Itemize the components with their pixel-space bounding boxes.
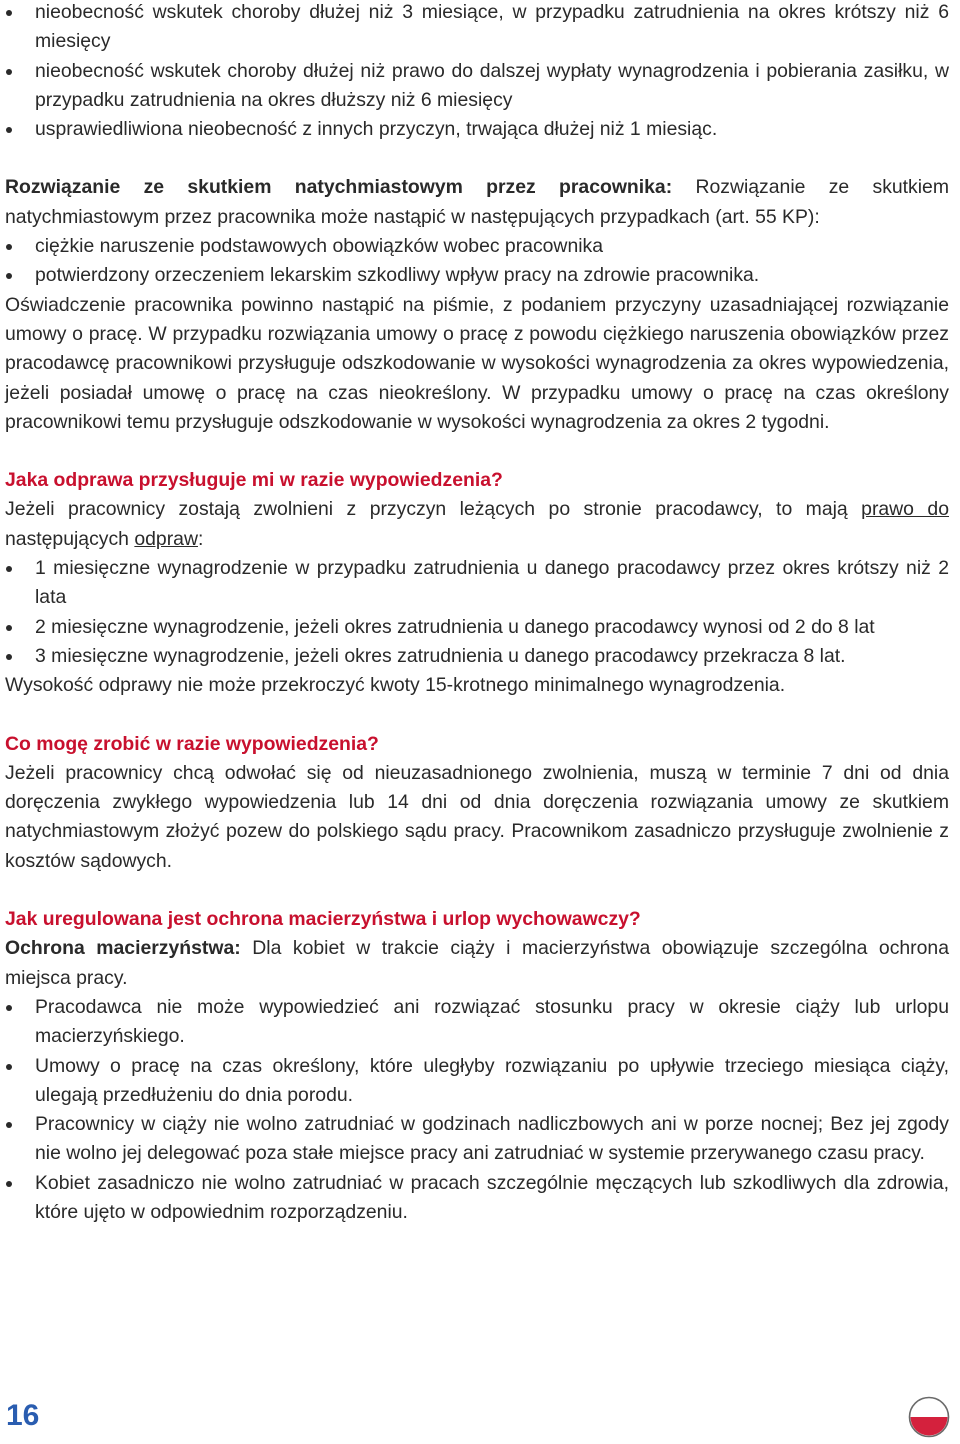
list-item: potwierdzony orzeczeniem lekarskim szkodliwy wpływ pracy na zdrowie pracownika. — [5, 261, 949, 290]
list-item: nieobecność wskutek choroby dłużej niż 3 miesiące, w przypadku zatrudnienia na okres krótszy niż 6 miesięcy — [5, 0, 949, 57]
list-item: 1 miesięczne wynagrodzenie w przypadku zatrudnienia u danego pracodawcy przez okres krótszy niż 2 lata — [5, 554, 949, 613]
list-item: ciężkie naruszenie podstawowych obowiązków wobec pracownika — [5, 232, 949, 261]
poland-flag-icon — [908, 1396, 950, 1438]
immediate-termination-title: Rozwiązanie ze skutkiem natychmiastowym przez pracownika: — [5, 176, 673, 199]
maternity-heading: Jak uregulowana jest ochrona macierzyństwa i urlop wychowawczy? — [5, 908, 641, 931]
document-page — [5, 0, 949, 1227]
list-item: nieobecność wskutek choroby dłużej niż prawo do dalszej wypłaty wynagrodzenia i pobierania zasiłku, w przypadku zatrudnienia na okres dłuższy niż 6 miesięcy — [5, 57, 949, 116]
immediate-termination-list — [5, 232, 949, 291]
maternity-list — [5, 993, 949, 1227]
maternity-intro — [5, 934, 949, 993]
appeal-text: Jeżeli pracownicy chcą odwołać się od nieuzasadnionego zwolnienia, muszą w terminie 7 dni od dnia doręczenia zwykłego wypowiedzenia lub 14 dni od dnia doręczenia rozwiązania umowy ze skutkiem natychmiastowym złożyć pozew do polskiego sądu pracy. Pracownikom zasadniczo przysługuje zwolnienie z kosztów sądowych. — [5, 761, 949, 872]
absence-list — [5, 0, 949, 144]
list-item: Pracownicy w ciąży nie wolno zatrudniać w godzinach nadliczbowych ani w porze nocnej; Bez jej zgody nie wolno jej delegować poza stałe miejsce pracy ani zatrudniać w systemie przerywanego czasu pracy. — [5, 1110, 949, 1169]
list-item: Kobiet zasadniczo nie wolno zatrudniać w pracach szczególnie męczących lub szkodliwych dla zdrowia, które ujęto w odpowiednim rozporządzeniu. — [5, 1169, 949, 1228]
list-item: Pracodawca nie może wypowiedzieć ani rozwiązać stosunku pracy w okresie ciąży lub urlopu macierzyńskiego. — [5, 993, 949, 1052]
maternity-title: Ochrona macierzyństwa: — [5, 937, 241, 960]
link-odpraw[interactable]: odpraw — [134, 527, 198, 550]
list-item: 2 miesięczne wynagrodzenie, jeżeli okres zatrudnienia u danego pracodawcy wynosi od 2 do 8 lat — [5, 613, 949, 642]
severance-intro-text: następujących — [5, 527, 135, 550]
immediate-termination-paragraph: Oświadczenie pracownika powinno nastąpić na piśmie, z podaniem przyczyny uzasadniającej rozwiązanie umowy o pracę. W przypadku rozwiązania umowy o pracę z powodu ciężkiego naruszenia obowiązków przez pracodawcę pracownikowi przysługuje odszkodowanie w wysokości wynagrodzenia za okres wypowiedzenia, jeżeli posiadał umowę o pracę na czas nieokreślony. W przypadku umowy o pracę na czas określony pracownikowi temu przysługuje odszkodowanie w wysokości wynagrodzenia za okres 2 tygodni. — [5, 293, 949, 433]
list-item: 3 miesięczne wynagrodzenie, jeżeli okres zatrudnienia u danego pracodawcy przekracza 8 lat. — [5, 642, 949, 671]
severance-list — [5, 554, 949, 671]
severance-intro-text: : — [197, 527, 204, 550]
severance-heading: Jaka odprawa przysługuje mi w razie wypowiedzenia? — [5, 469, 503, 492]
list-item: usprawiedliwiona nieobecność z innych przyczyn, trwająca dłużej niż 1 miesiąc. — [5, 115, 949, 144]
appeal-heading: Co mogę zrobić w razie wypowiedzenia? — [5, 732, 379, 755]
link-prawo-do[interactable]: prawo do — [861, 498, 949, 521]
severance-intro — [5, 495, 949, 554]
list-item: Umowy o pracę na czas określony, które uległyby rozwiązaniu po upływie trzeciego miesiąca ciąży, ulegają przedłużeniu do dnia porodu. — [5, 1052, 949, 1111]
severance-intro-text: Jeżeli pracownicy zostają zwolnieni z przyczyn leżących po stronie pracodawcy, to mają — [5, 498, 862, 521]
immediate-termination-intro — [5, 173, 949, 232]
page-number: 16 — [6, 1399, 40, 1432]
severance-note: Wysokość odprawy nie może przekroczyć kwoty 15-krotnego minimalnego wynagrodzenia. — [5, 674, 786, 697]
immediate-termination-lead: Rozwiązanie ze skutkiem natychmiastowym przez pracownika może nastąpić w następujących przypadkach (art. 55 KP): — [5, 176, 949, 228]
maternity-lead: Dla kobiet w trakcie ciąży i macierzyństwa obowiązuje szczególna ochrona miejsca pracy. — [5, 937, 949, 989]
